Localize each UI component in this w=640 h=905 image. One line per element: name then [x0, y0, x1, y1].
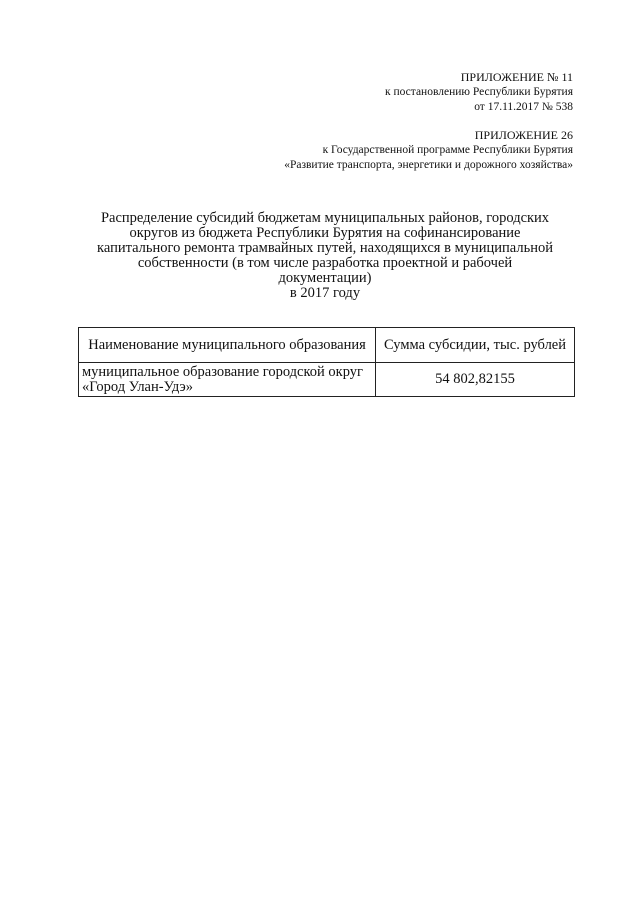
table-header-row: [79, 328, 575, 363]
annex-11-date: от 17.11.2017 № 538: [474, 101, 573, 113]
heading-year: в 2017 году: [289, 285, 361, 301]
annex-26-block: [284, 128, 573, 173]
column-header-municipality: Наименование муниципального образования: [79, 328, 376, 363]
subsidy-table: [78, 327, 575, 397]
heading-line: капитального ремонта трамвайных путей, находящихся в муниципальной: [97, 240, 553, 256]
annex-26-reference: к Государственной программе Республики Бурятия: [322, 144, 573, 156]
subsidy-amount-cell: 54 802,82155: [376, 363, 575, 397]
annex-26-program-name: «Развитие транспорта, энергетики и дорожного хозяйства»: [284, 159, 573, 171]
column-header-amount: Сумма субсидии, тыс. рублей: [376, 328, 575, 363]
table-row: [79, 363, 575, 397]
annex-11-title: ПРИЛОЖЕНИЕ № 11: [460, 70, 573, 84]
heading-line: документации): [278, 270, 372, 286]
heading-line: собственности (в том числе разработка проектной и рабочей: [137, 255, 513, 271]
annex-11-block: [385, 70, 573, 115]
heading-line: округов из бюджета Республики Бурятия на софинансирование: [129, 225, 521, 241]
annex-26-title: ПРИЛОЖЕНИЕ 26: [474, 128, 573, 142]
annex-11-reference: к постановлению Республики Бурятия: [385, 86, 573, 98]
heading-line: Распределение субсидий бюджетам муниципальных районов, городских: [100, 210, 550, 226]
municipality-name-cell: муниципальное образование городской округ «Город Улан-Удэ»: [79, 363, 376, 397]
document-heading: [70, 211, 580, 301]
